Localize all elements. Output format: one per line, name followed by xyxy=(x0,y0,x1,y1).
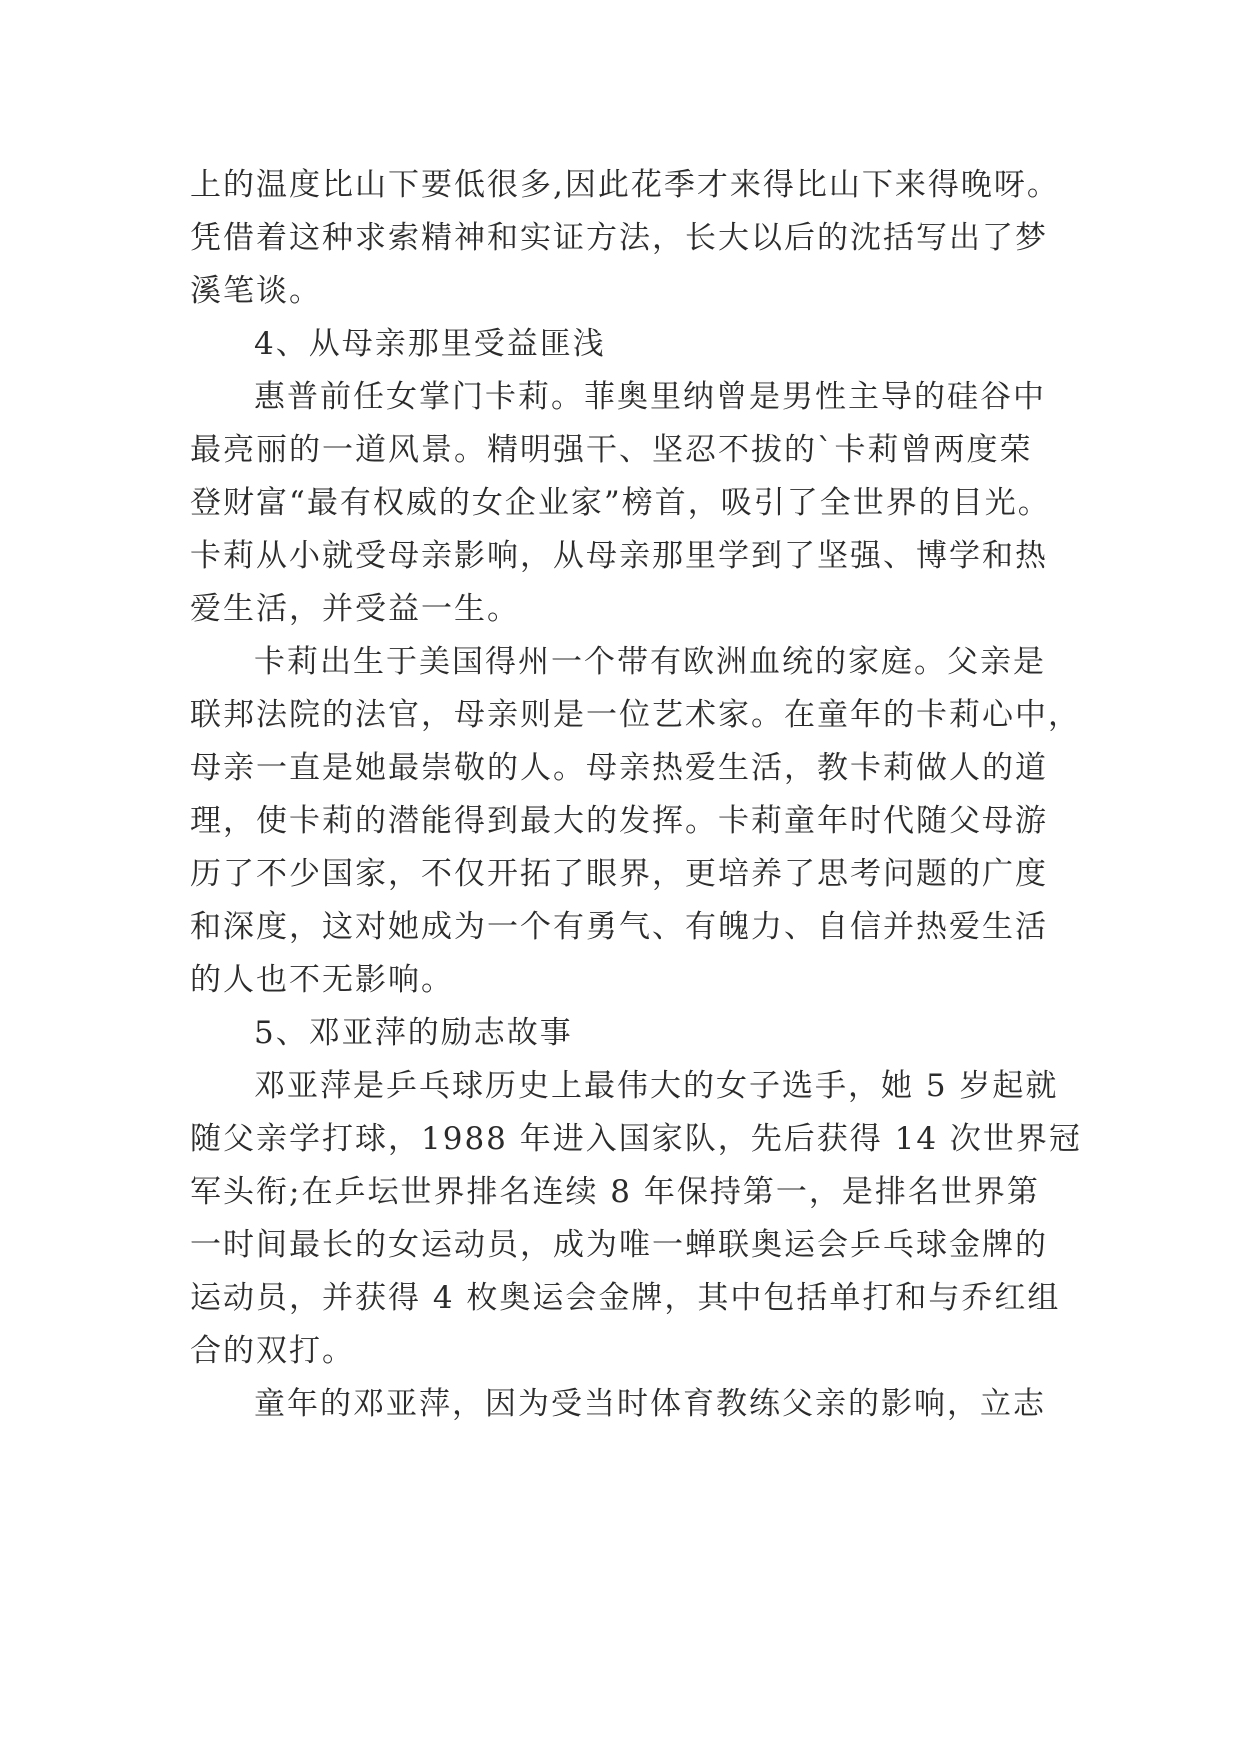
document-body xyxy=(190,159,1082,1431)
text-line: 母亲一直是她最崇敬的人。母亲热爱生活，教卡莉做人的道 xyxy=(190,750,1048,786)
text-line: 和深度，这对她成为一个有勇气、有魄力、自信并热爱生活 xyxy=(190,909,1048,945)
paragraph-start-line: 邓亚萍是乒乓球历史上最伟大的女子选手，她 5 岁起就 xyxy=(254,1068,1059,1104)
section-heading: 4、从母亲那里受益匪浅 xyxy=(254,326,606,362)
text-line: 联邦法院的法官，母亲则是一位艺术家。在童年的卡莉心中， xyxy=(190,697,1081,733)
paragraph-start-line: 卡莉出生于美国得州一个带有欧洲血统的家庭。父亲是 xyxy=(254,644,1046,680)
text-line: 军头衔;在乒坛世界排名连续 8 年保持第一，是排名世界第 xyxy=(190,1174,1040,1210)
text-line: 的人也不无影响。 xyxy=(190,962,454,998)
text-line: 一时间最长的女运动员，成为唯一蝉联奥运会乒乓球金牌的 xyxy=(190,1227,1048,1263)
text-line: 运动员，并获得 4 枚奥运会金牌，其中包括单打和与乔红组 xyxy=(190,1280,1061,1316)
text-line: 理，使卡莉的潜能得到最大的发挥。卡莉童年时代随父母游 xyxy=(190,803,1048,839)
paragraph-start-line: 童年的邓亚萍，因为受当时体育教练父亲的影响，立志 xyxy=(254,1386,1046,1422)
text-line: 爱生活，并受益一生。 xyxy=(190,591,520,627)
text-line: 合的双打。 xyxy=(190,1333,355,1369)
text-line: 随父亲学打球，1988 年进入国家队，先后获得 14 次世界冠 xyxy=(190,1121,1082,1157)
section-heading: 5、邓亚萍的励志故事 xyxy=(254,1015,573,1051)
text-line: 历了不少国家，不仅开拓了眼界，更培养了思考问题的广度 xyxy=(190,856,1048,892)
paragraph-start-line: 惠普前任女掌门卡莉。菲奥里纳曾是男性主导的硅谷中 xyxy=(254,379,1046,415)
text-line: 溪笔谈。 xyxy=(190,273,322,309)
text-line: 最亮丽的一道风景。精明强干、坚忍不拔的`卡莉曾两度荣 xyxy=(190,432,1033,468)
text-line: 凭借着这种求索精神和实证方法，长大以后的沈括写出了梦 xyxy=(190,220,1048,256)
text-line: 卡莉从小就受母亲影响，从母亲那里学到了坚强、博学和热 xyxy=(190,538,1048,574)
text-line: 登财富“最有权威的女企业家”榜首，吸引了全世界的目光。 xyxy=(190,485,1051,521)
text-line: 上的温度比山下要低很多,因此花季才来得比山下来得晚呀。 xyxy=(190,167,1060,203)
